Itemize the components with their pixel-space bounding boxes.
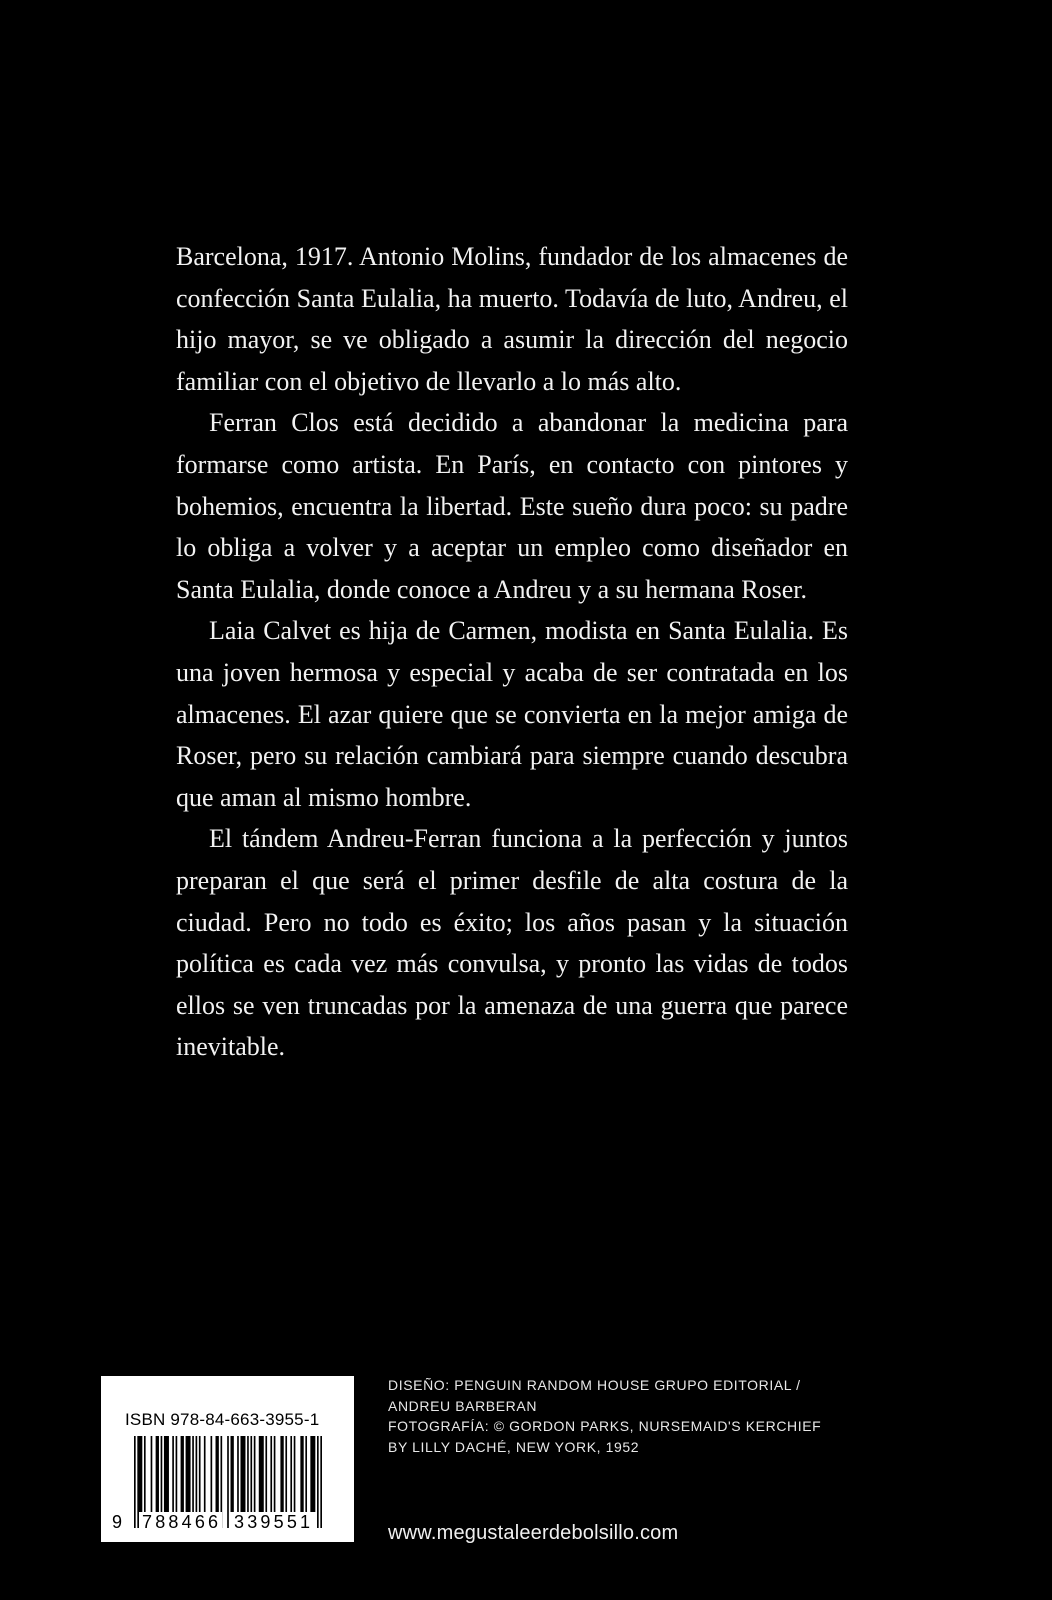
barcode-digits	[111, 1510, 347, 1536]
barcode-digit-first: 9	[112, 1512, 123, 1532]
back-cover-blurb	[176, 236, 848, 1068]
barcode-bar	[176, 1436, 178, 1512]
barcode-bar	[199, 1436, 201, 1512]
credit-line: DISEÑO: PENGUIN RANDOM HOUSE GRUPO EDITORIAL /	[388, 1377, 801, 1393]
barcode-bar	[274, 1436, 276, 1512]
barcode-bar	[265, 1436, 267, 1512]
barcode-bar	[204, 1436, 206, 1512]
barcode-bar	[270, 1436, 272, 1512]
barcode-bar	[144, 1436, 146, 1512]
barcode-bar	[196, 1436, 198, 1512]
blurb-paragraph: Barcelona, 1917. Antonio Molins, fundador de los almacenes de confección Santa Eulalia, ha muerto. Todavía de luto, Andreu, el hijo mayor, se ve obligado a asumir la dirección del negocio familiar con el objetivo de llevarlo a lo más alto.	[176, 242, 848, 396]
blurb-paragraph: Ferran Clos está decidido a abandonar la medicina para formarse como artista. En París, en contacto con pintores y bohemios, encuentra la libertad. Este sueño dura poco: su padre lo obliga a volver y a aceptar un empleo como diseñador en Santa Eulalia, donde conoce a Andreu y a su hermana Roser.	[176, 408, 848, 604]
barcode-digits-left: 788466	[142, 1512, 222, 1532]
barcode-bar	[280, 1436, 283, 1512]
barcode-bar	[181, 1436, 184, 1512]
barcode-bar	[240, 1436, 245, 1512]
barcode-bar	[305, 1436, 307, 1512]
barcode-bar	[139, 1436, 142, 1512]
barcode-bar	[211, 1436, 213, 1512]
barcode-bar	[254, 1436, 256, 1512]
barcode-bar	[186, 1436, 191, 1512]
barcode-bar	[192, 1436, 194, 1512]
barcode-bar	[247, 1436, 249, 1512]
barcode-digits-right: 339551	[234, 1512, 314, 1532]
barcode-bar	[285, 1436, 287, 1512]
barcode-bar	[216, 1436, 219, 1512]
isbn-barcode	[101, 1376, 354, 1542]
credit-line: FOTOGRAFÍA: © GORDON PARKS, NURSEMAID'S KERCHIEF	[388, 1418, 822, 1434]
credit-line: BY LILLY DACHÉ, NEW YORK, 1952	[388, 1438, 640, 1455]
publisher-website: www.megustaleerdebolsillo.com	[388, 1522, 679, 1544]
barcode-bar	[151, 1436, 153, 1512]
barcode-bar	[237, 1436, 239, 1512]
blurb-paragraph: Laia Calvet es hija de Carmen, modista en Santa Eulalia. Es una joven hermosa y especial y acaba de ser contratada en los almacenes. El azar quiere que se convierta en la mejor amiga de Roser, pero su relación cambiará para siempre cuando descubra que aman al mismo hombre.	[176, 616, 848, 812]
barcode-bar	[300, 1436, 303, 1512]
barcode-bar	[164, 1436, 169, 1512]
design-credits	[388, 1375, 828, 1457]
barcode-bar	[259, 1436, 264, 1512]
barcode-bar	[231, 1436, 234, 1512]
barcode-bar	[310, 1436, 315, 1512]
barcode-bar	[156, 1436, 159, 1512]
barcode-bar	[290, 1436, 292, 1512]
blurb-paragraph: El tándem Andreu-Ferran funciona a la perfección y juntos preparan el que será el primer desfile de alta costura de la ciudad. Pero no todo es éxito; los años pasan y la situación política es cada vez más convulsa, y pronto las vidas de todos ellos se ven truncadas por la amenaza de una guerra que parece inevitable.	[176, 824, 848, 1062]
barcode-bar	[172, 1436, 174, 1512]
credit-line: ANDREU BARBERAN	[388, 1397, 538, 1414]
barcode-bar	[161, 1436, 163, 1512]
barcode-bar	[294, 1436, 296, 1512]
barcode-bar	[250, 1436, 252, 1512]
isbn-label: ISBN 978-84-663-3955-1	[125, 1410, 320, 1429]
